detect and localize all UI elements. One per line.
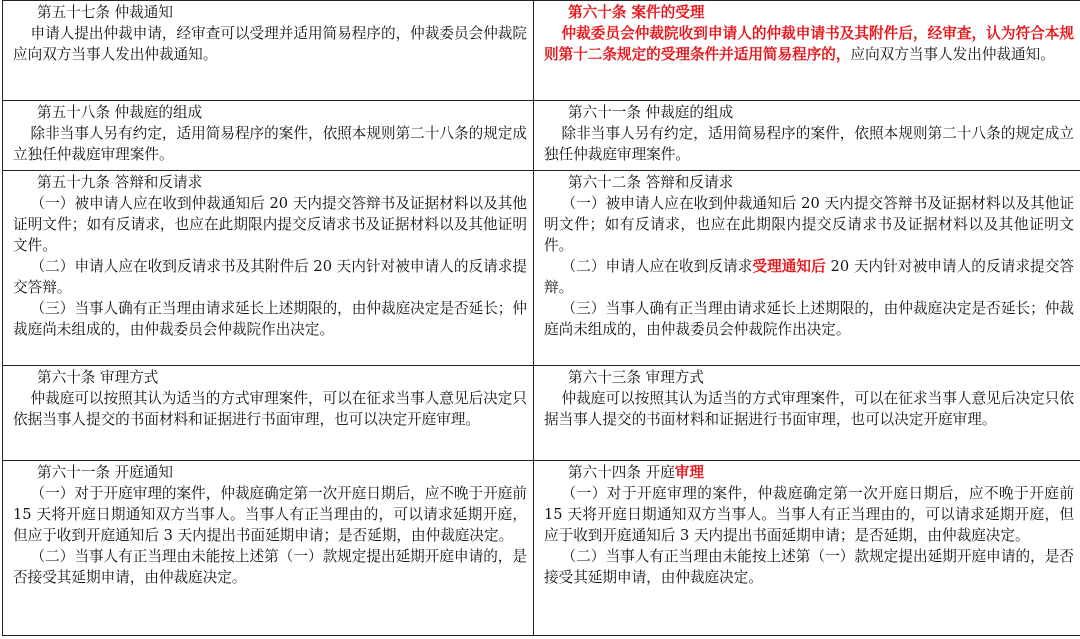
old-rule-cell (3, 1, 534, 101)
unchanged-text: 第六十四条 开庭 (568, 464, 675, 481)
article-text: 仲裁庭可以按照其认为适当的方式审理案件，可以在征求当事人意见后决定只依据当事人提交的书面材料和证据进行书面审理，也可以决定开庭审理。 (13, 390, 527, 428)
old-rule-cell (3, 101, 534, 171)
article-heading: 第六十二条 答辩和反请求 (568, 174, 734, 191)
new-rule-cell (534, 1, 1080, 101)
new-rule-cell (534, 101, 1080, 171)
new-rule-cell (534, 366, 1080, 461)
article-text: （二）申请人应在收到反请求书及其附件后 20 天内针对被申请人的反请求提交答辩。 (13, 258, 527, 296)
article-text: （一）被申请人应在收到仲裁通知后 20 天内提交答辩书及证据材料以及其他证明文件；如有反请求，也应在此期限内提交反请求书及证据材料以及其他证明文件。 (13, 195, 527, 254)
article-heading (544, 462, 1074, 483)
table-row (3, 1, 1080, 101)
table-row (3, 101, 1080, 171)
unchanged-text: 应向双方当事人发出仲裁通知。 (850, 46, 1055, 63)
old-rule-cell (3, 366, 534, 461)
changed-text: 仲裁委员会仲裁院收到申请人的仲裁申请书及其附件后，经审查，认为符合本规则第十二条规定的受理条件并适用简易程序的， (544, 25, 1074, 63)
article-text: （一）对于开庭审理的案件，仲裁庭确定第一次开庭日期后，应不晚于开庭前 15 天将开庭日期通知双方当事人。当事人有正当理由的，可以请求延期开庭，但应于收到开庭通知后 3 天内提出书面延期申请；是否延期，由仲裁庭决定。 (544, 485, 1074, 544)
article-heading: 第五十九条 答辩和反请求 (37, 174, 203, 191)
changed-text: 受理通知后 (752, 258, 826, 275)
table-row (3, 461, 1080, 636)
table-row (3, 171, 1080, 366)
article-heading: 第六十一条 仲裁庭的组成 (568, 104, 734, 121)
article-heading: 第六十三条 审理方式 (568, 369, 704, 386)
article-heading-changed: 第六十条 案件的受理 (568, 4, 705, 21)
unchanged-text: 20 天内针对被申请人的反请求提交答辩。 (544, 258, 1074, 296)
article-heading: 第五十八条 仲裁庭的组成 (37, 104, 203, 121)
old-rule-cell (3, 171, 534, 366)
article-text (544, 256, 1074, 298)
article-text: 除非当事人另有约定，适用简易程序的案件，依照本规则第二十八条的规定成立独任仲裁庭审理案件。 (544, 125, 1074, 163)
rules-comparison-table (2, 0, 1080, 636)
article-text: （二）当事人有正当理由未能按上述第（一）款规定提出延期开庭申请的，是否接受其延期申请，由仲裁庭决定。 (13, 548, 527, 586)
article-text: （二）当事人有正当理由未能按上述第（一）款规定提出延期开庭申请的，是否接受其延期申请，由仲裁庭决定。 (544, 548, 1074, 586)
table-row (3, 366, 1080, 461)
article-heading: 第六十条 审理方式 (37, 369, 159, 386)
article-text: 申请人提出仲裁申请，经审查可以受理并适用简易程序的，仲裁委员会仲裁院应向双方当事人发出仲裁通知。 (13, 25, 527, 63)
changed-text: 审理 (674, 464, 704, 481)
article-text: （三）当事人确有正当理由请求延长上述期限的，由仲裁庭决定是否延长；仲裁庭尚未组成的，由仲裁委员会仲裁院作出决定。 (13, 300, 527, 338)
article-text: （一）被申请人应在收到仲裁通知后 20 天内提交答辩书及证据材料以及其他证明文件；如有反请求，也应在此期限内提交反请求书及证据材料以及其他证明文件。 (544, 195, 1074, 254)
article-text: （一）对于开庭审理的案件，仲裁庭确定第一次开庭日期后，应不晚于开庭前 15 天将开庭日期通知双方当事人。当事人有正当理由的，可以请求延期开庭，但应于收到开庭通知后 3 天内提出书面延期申请；是否延期，由仲裁庭决定。 (13, 485, 527, 544)
old-rule-cell (3, 461, 534, 636)
article-text: （三）当事人确有正当理由请求延长上述期限的，由仲裁庭决定是否延长；仲裁庭尚未组成的，由仲裁委员会仲裁院作出决定。 (544, 300, 1074, 338)
article-text: 除非当事人另有约定，适用简易程序的案件，依照本规则第二十八条的规定成立独任仲裁庭审理案件。 (13, 125, 527, 163)
unchanged-text: （二）申请人应在收到反请求 (561, 258, 753, 275)
article-text: 仲裁庭可以按照其认为适当的方式审理案件，可以在征求当事人意见后决定只依据当事人提交的书面材料和证据进行书面审理，也可以决定开庭审理。 (544, 390, 1074, 428)
new-rule-cell (534, 171, 1080, 366)
article-text (544, 23, 1074, 65)
article-heading: 第六十一条 开庭通知 (37, 464, 173, 481)
new-rule-cell (534, 461, 1080, 636)
article-heading: 第五十七条 仲裁通知 (37, 4, 173, 21)
